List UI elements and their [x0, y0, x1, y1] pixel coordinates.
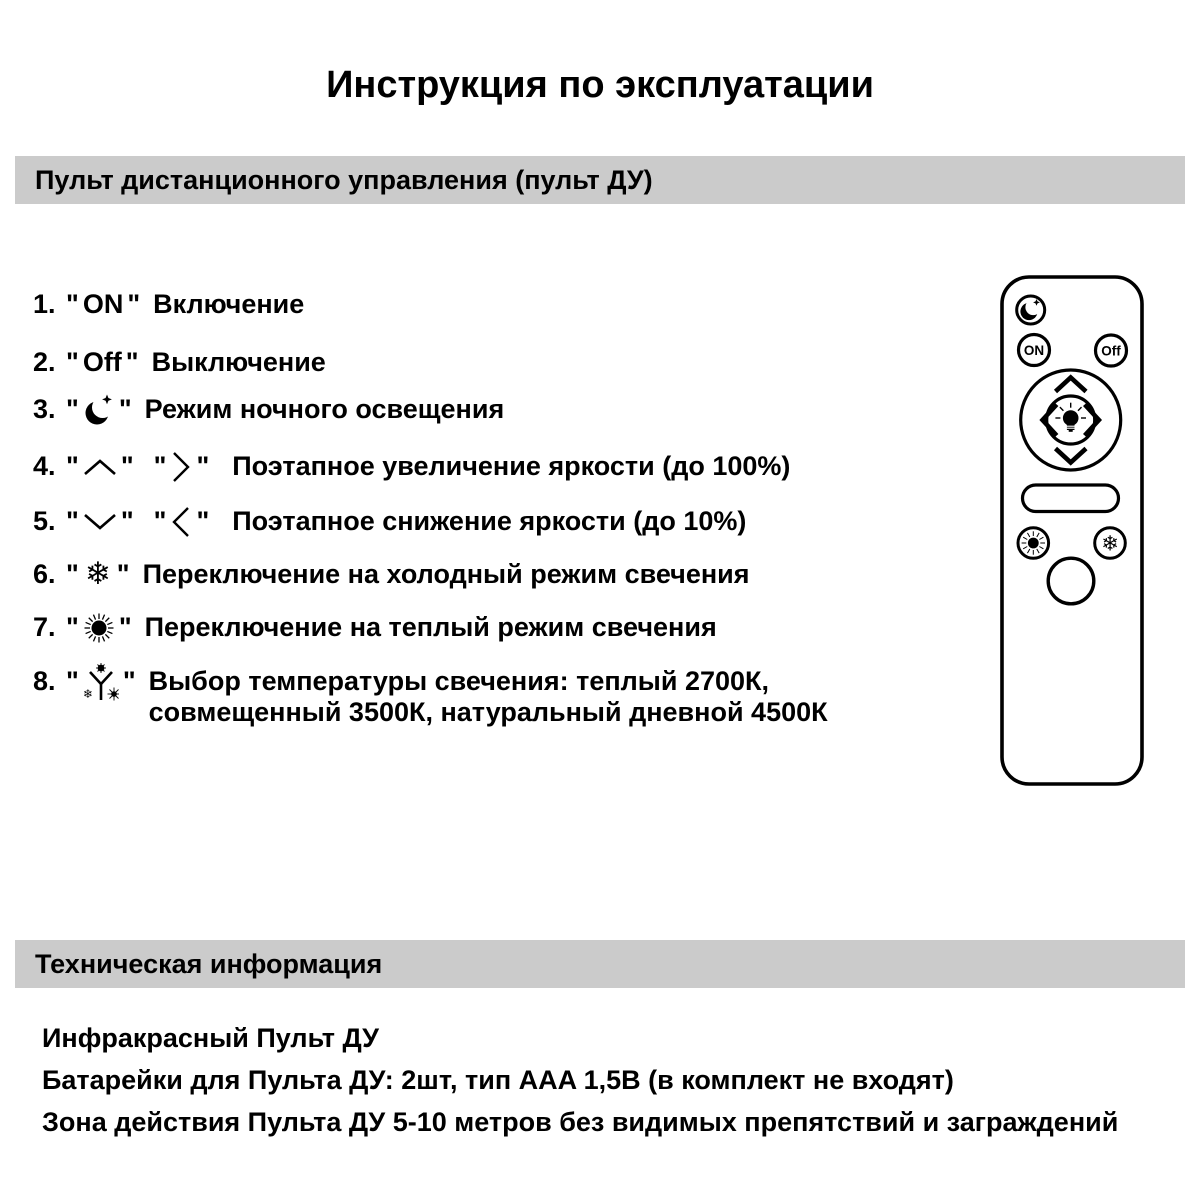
sun-icon	[1028, 538, 1039, 549]
quote-mark: "	[116, 559, 130, 589]
quote-mark: "	[125, 347, 139, 377]
quote-mark: "	[153, 506, 167, 536]
item-label: Поэтапное снижение яркости (до 10%)	[232, 506, 747, 536]
svg-text:Off: Off	[1101, 343, 1121, 359]
quote-mark: "	[122, 666, 136, 696]
chevron-up-icon	[83, 458, 117, 476]
tech-line: Инфракрасный Пульт ДУ	[42, 1023, 379, 1053]
list-item	[33, 347, 326, 378]
section-header-remote-label: Пульт дистанционного управления (пульт ДУ)	[35, 164, 653, 195]
item-label: Режим ночного освещения	[144, 394, 505, 424]
section-header-tech-label: Техническая информация	[35, 948, 383, 979]
item-number: 3.	[33, 394, 56, 424]
chevron-right-icon	[170, 451, 192, 483]
quote-mark: "	[120, 451, 134, 481]
chevron-down-icon	[83, 513, 117, 531]
item-number: 7.	[33, 612, 56, 642]
quote-mark: "	[66, 347, 79, 377]
quote-mark: "	[118, 394, 132, 424]
item-number: 5.	[33, 506, 56, 536]
sun-icon	[83, 612, 115, 644]
quote-mark: "	[66, 289, 79, 319]
item-label	[149, 666, 828, 728]
quote-mark: "	[66, 451, 79, 481]
remote-control-illustration	[998, 273, 1147, 789]
tech-line: Зона действия Пульта ДУ 5-10 метров без видимых препятствий и заграждений	[42, 1107, 1119, 1137]
chevron-left-icon	[170, 506, 192, 538]
snowflake-icon: ❄	[1101, 531, 1119, 556]
list-item	[33, 612, 717, 643]
item-number: 8.	[33, 666, 56, 696]
svg-text:❄: ❄	[82, 687, 93, 701]
item-label: Переключение на холодный режим свечения	[142, 559, 750, 589]
item-number: 4.	[33, 451, 56, 481]
quote-mark: "	[66, 666, 79, 696]
list-item	[33, 556, 750, 592]
warm-mode-button	[1018, 528, 1049, 559]
item-number: 2.	[33, 347, 56, 377]
list-item	[33, 666, 828, 728]
section-header-tech	[15, 940, 1185, 988]
technical-info	[42, 1022, 1118, 1148]
quote-mark: "	[66, 506, 79, 536]
on-token: ON	[82, 289, 124, 319]
quote-mark: "	[196, 506, 210, 536]
item-label-line1: Выбор температуры свечения: теплый 2700К,	[148, 666, 769, 696]
snowflake-icon: ❄	[84, 556, 111, 592]
quote-mark: "	[66, 612, 79, 642]
color-temperature-icon	[83, 663, 119, 703]
night-mode-button	[1017, 296, 1045, 324]
list-item	[33, 394, 504, 425]
quote-mark: "	[66, 559, 79, 589]
item-label: Включение	[153, 289, 305, 319]
list-item	[33, 451, 790, 482]
quote-mark: "	[120, 506, 134, 536]
tech-line: Батарейки для Пульта ДУ: 2шт, тип AAA 1,5В (в комплект не входят)	[42, 1065, 954, 1095]
svg-text:ON: ON	[1023, 343, 1045, 358]
page-title: Инструкция по эксплуатации	[326, 64, 874, 106]
section-header-remote	[15, 156, 1185, 204]
quote-mark: "	[196, 451, 210, 481]
item-label: Поэтапное увеличение яркости (до 100%)	[232, 451, 791, 481]
list-item	[33, 289, 304, 320]
quote-mark: "	[153, 451, 167, 481]
quote-mark: "	[118, 612, 132, 642]
item-number: 1.	[33, 289, 56, 319]
list-item	[33, 506, 746, 537]
moon-icon	[83, 392, 115, 428]
item-label: Переключение на теплый режим свечения	[144, 612, 717, 642]
off-token: Off	[82, 347, 122, 377]
item-label: Выключение	[151, 347, 326, 377]
quote-mark: "	[66, 394, 79, 424]
item-label-line2: совмещенный 3500К, натуральный дневной 4500К	[148, 697, 828, 727]
quote-mark: "	[127, 289, 141, 319]
item-number: 6.	[33, 559, 56, 589]
